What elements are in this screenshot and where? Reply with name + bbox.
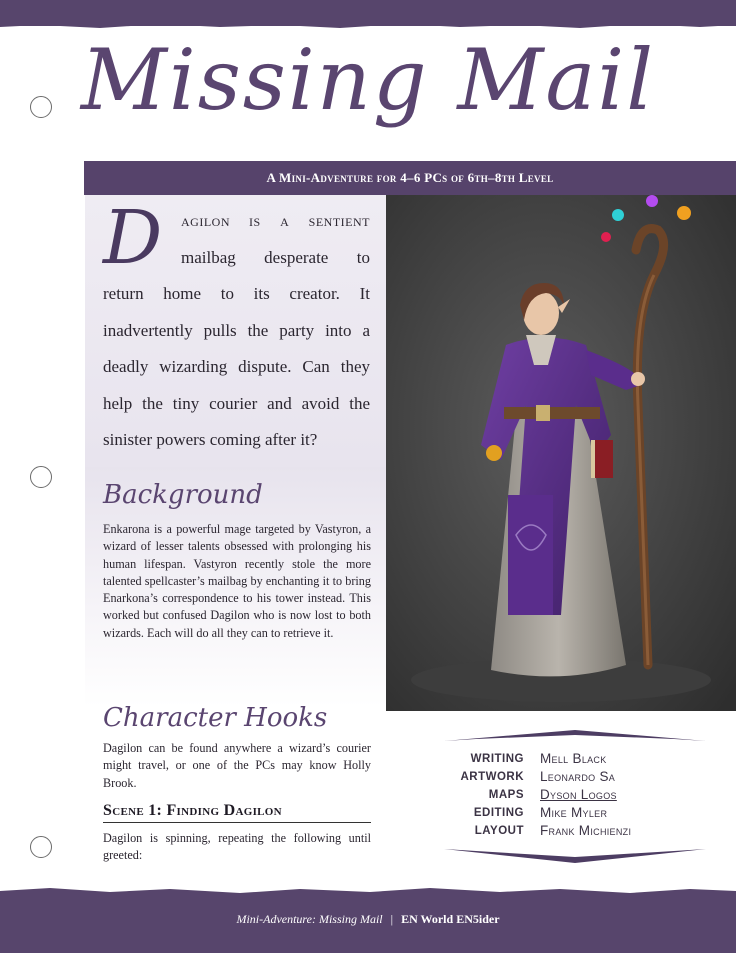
scene1-heading: Scene 1: Finding Dagilon bbox=[103, 802, 371, 823]
character-hooks-heading: Character Hooks bbox=[103, 703, 328, 733]
credit-name: Frank Michienzi bbox=[540, 823, 632, 838]
subtitle-bar: A Mini-Adventure for 4–6 PCs of 6th–8th Level bbox=[84, 161, 736, 195]
credit-name-link[interactable]: Dyson Logos bbox=[540, 787, 617, 802]
credit-role: ARTWORK bbox=[460, 771, 524, 783]
torn-edge-top bbox=[0, 22, 736, 30]
credits-box bbox=[450, 730, 700, 870]
credit-name: Mell Black bbox=[540, 751, 607, 766]
footer-separator: | bbox=[390, 912, 394, 926]
credit-row-layout bbox=[450, 822, 700, 840]
credit-name: Leonardo Sa bbox=[540, 769, 616, 784]
intro-rest: return home to its creator. It inadvertently pulls the party into a deadly wizarding dispute. Can they help the tiny courier and avoid the sinister powers coming after it? bbox=[103, 284, 370, 449]
credit-row-artwork bbox=[450, 768, 700, 786]
credit-name: Mike Myler bbox=[540, 805, 608, 820]
binder-hole-middle bbox=[30, 466, 52, 488]
character-hooks-text: Dagilon can be found anywhere a wizard’s courier might travel, or one of the PCs may know Holly Brook. bbox=[103, 741, 371, 790]
binder-hole-bottom bbox=[30, 836, 52, 858]
credit-role: MAPS bbox=[488, 789, 524, 801]
footer-left: Mini-Adventure: Missing Mail bbox=[236, 912, 383, 926]
credit-row-editing bbox=[450, 804, 700, 822]
credits-bottom-rule bbox=[444, 848, 706, 864]
intro-line2: mailbag desperate to bbox=[181, 247, 370, 267]
credits-top-rule bbox=[444, 730, 706, 742]
credit-role: WRITING bbox=[470, 753, 524, 765]
drop-cap: D bbox=[103, 195, 163, 281]
intro-first-word: agilon bbox=[181, 211, 230, 230]
wizard-illustration bbox=[386, 195, 736, 711]
background-text: Enkarona is a powerful mage targeted by Vastyron, a wizard of lesser talents obsessed with prolonging his human lifespan. Vastyron recently stole the more talented spellcaster’s mailbag by enchanting it to bring Enarkona’s correspondence to his tower instead. This worked but confused Dagilon who is now lost to both wizards. Each will do all they can to retrieve it. bbox=[103, 522, 371, 640]
intro-text bbox=[103, 203, 370, 459]
credit-row-maps bbox=[450, 786, 700, 804]
credit-row-writing bbox=[450, 750, 700, 768]
intro-line1-rest: is a sentient bbox=[248, 211, 370, 230]
page-title: Missing Mail bbox=[80, 31, 656, 129]
credit-role: EDITING bbox=[473, 807, 524, 819]
background-heading: Background bbox=[103, 480, 263, 510]
footer bbox=[0, 909, 736, 929]
scene1-text: Dagilon is spinning, repeating the following until greeted: bbox=[103, 831, 371, 863]
binder-hole-top bbox=[30, 96, 52, 118]
credit-role: LAYOUT bbox=[474, 825, 524, 837]
footer-right: EN World EN5ider bbox=[401, 912, 500, 926]
